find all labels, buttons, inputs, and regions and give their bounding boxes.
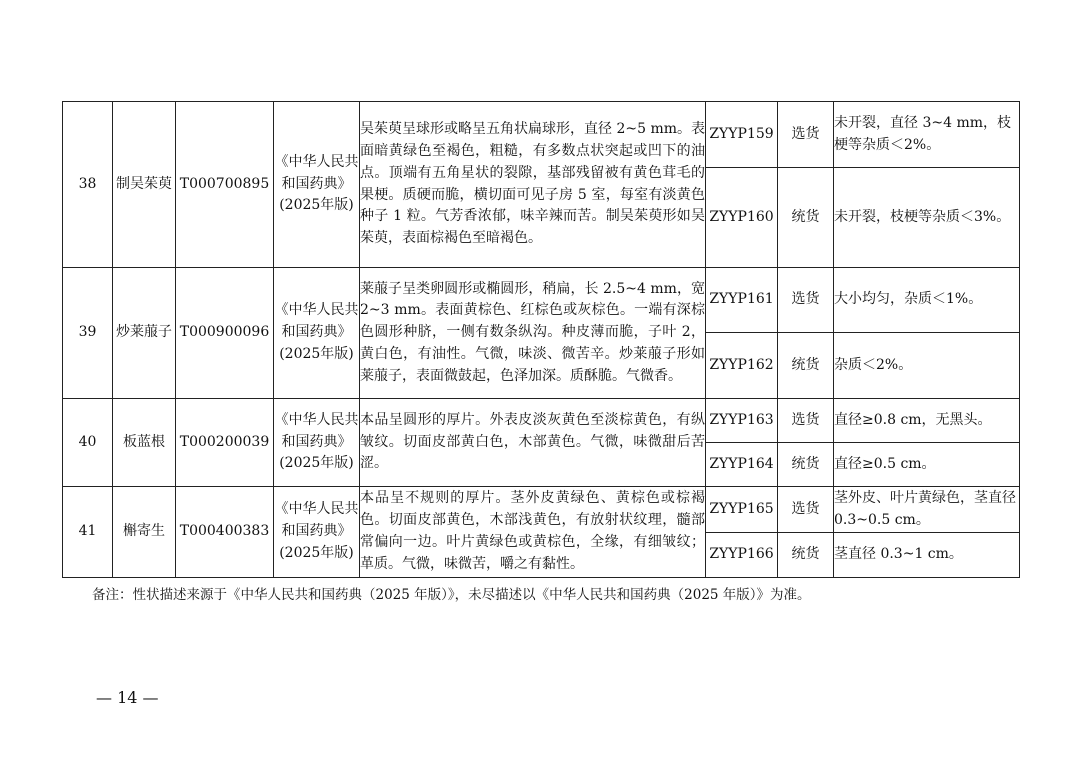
herb-name: 槲寄生	[113, 487, 176, 578]
grade: 选货	[778, 487, 834, 533]
standard-source: 《中华人民共和国药典》(2025年版)	[274, 268, 360, 399]
table-row	[63, 102, 1020, 168]
spec-code: ZYYP161	[706, 268, 778, 333]
property-description: 吴茱萸呈球形或略呈五角状扁球形，直径 2~5 mm。表面暗黄绿色至褐色，粗糙，有多数点状突起或凹下的油点。顶端有五角星状的裂隙，基部残留被有黄色茸毛的果梗。质硬而脆，横切面可见子房 5 室，每室有淡黄色种子 1 粒。气芳香浓郁，味辛辣而苦。制吴茱萸形如吴茱萸，表面棕褐色至暗褐色。	[360, 102, 706, 268]
spec-code: ZYYP160	[706, 168, 778, 268]
criteria: 未开裂，直径 3~4 mm，枝梗等杂质＜2%。	[834, 102, 1020, 168]
spec-code: ZYYP159	[706, 102, 778, 168]
table-row	[63, 399, 1020, 443]
grade: 统货	[778, 443, 834, 487]
herb-name: 炒莱菔子	[113, 268, 176, 399]
criteria: 直径≥0.5 cm。	[834, 443, 1020, 487]
grade: 统货	[778, 168, 834, 268]
spec-code: ZYYP163	[706, 399, 778, 443]
standard-source: 《中华人民共和国药典》(2025年版)	[274, 102, 360, 268]
property-description: 本品呈圆形的厚片。外表皮淡灰黄色至淡棕黄色，有纵皱纹。切面皮部黄白色，木部黄色。气微，味微甜后苦涩。	[360, 399, 706, 487]
criteria: 茎直径 0.3~1 cm。	[834, 533, 1020, 578]
grade: 统货	[778, 333, 834, 399]
footnote: 备注：性状描述来源于《中华人民共和国药典（2025 年版）》，未尽描述以《中华人民共和国药典（2025 年版）》为准。	[92, 587, 811, 603]
criteria: 直径≥0.8 cm，无黑头。	[834, 399, 1020, 443]
table-row	[63, 268, 1020, 333]
row-number: 38	[63, 102, 113, 268]
criteria: 杂质＜2%。	[834, 333, 1020, 399]
spec-code: ZYYP166	[706, 533, 778, 578]
property-description: 莱菔子呈类卵圆形或椭圆形，稍扁，长 2.5~4 mm，宽 2~3 mm。表面黄棕色、红棕色或灰棕色。一端有深棕色圆形种脐，一侧有数条纵沟。种皮薄而脆，子叶 2，黄白色，有油性。气微，味淡、微苦辛。炒莱菔子形如莱菔子，表面微鼓起，色泽加深。质酥脆。气微香。	[360, 268, 706, 399]
criteria: 茎外皮、叶片黄绿色，茎直径 0.3~0.5 cm。	[834, 487, 1020, 533]
row-number: 41	[63, 487, 113, 578]
herb-spec-table	[62, 101, 1020, 578]
grade: 选货	[778, 399, 834, 443]
herb-name: 制吴茱萸	[113, 102, 176, 268]
herb-name: 板蓝根	[113, 399, 176, 487]
table-row	[63, 487, 1020, 533]
criteria: 未开裂，枝梗等杂质＜3%。	[834, 168, 1020, 268]
herb-code: T000900096	[176, 268, 274, 399]
grade: 选货	[778, 102, 834, 168]
spec-code: ZYYP162	[706, 333, 778, 399]
standard-source: 《中华人民共和国药典》(2025年版)	[274, 487, 360, 578]
row-number: 40	[63, 399, 113, 487]
herb-code: T000700895	[176, 102, 274, 268]
spec-code: ZYYP165	[706, 487, 778, 533]
herb-code: T000200039	[176, 399, 274, 487]
row-number: 39	[63, 268, 113, 399]
grade: 选货	[778, 268, 834, 333]
herb-code: T000400383	[176, 487, 274, 578]
criteria: 大小均匀，杂质＜1%。	[834, 268, 1020, 333]
property-description: 本品呈不规则的厚片。茎外皮黄绿色、黄棕色或棕褐色。切面皮部黄色，木部浅黄色，有放射状纹理，髓部常偏向一边。叶片黄绿色或黄棕色，全缘，有细皱纹；革质。气微，味微苦，嚼之有黏性。	[360, 487, 706, 578]
spec-code: ZYYP164	[706, 443, 778, 487]
standard-source: 《中华人民共和国药典》(2025年版)	[274, 399, 360, 487]
page-number: — 14 —	[96, 688, 159, 707]
grade: 统货	[778, 533, 834, 578]
